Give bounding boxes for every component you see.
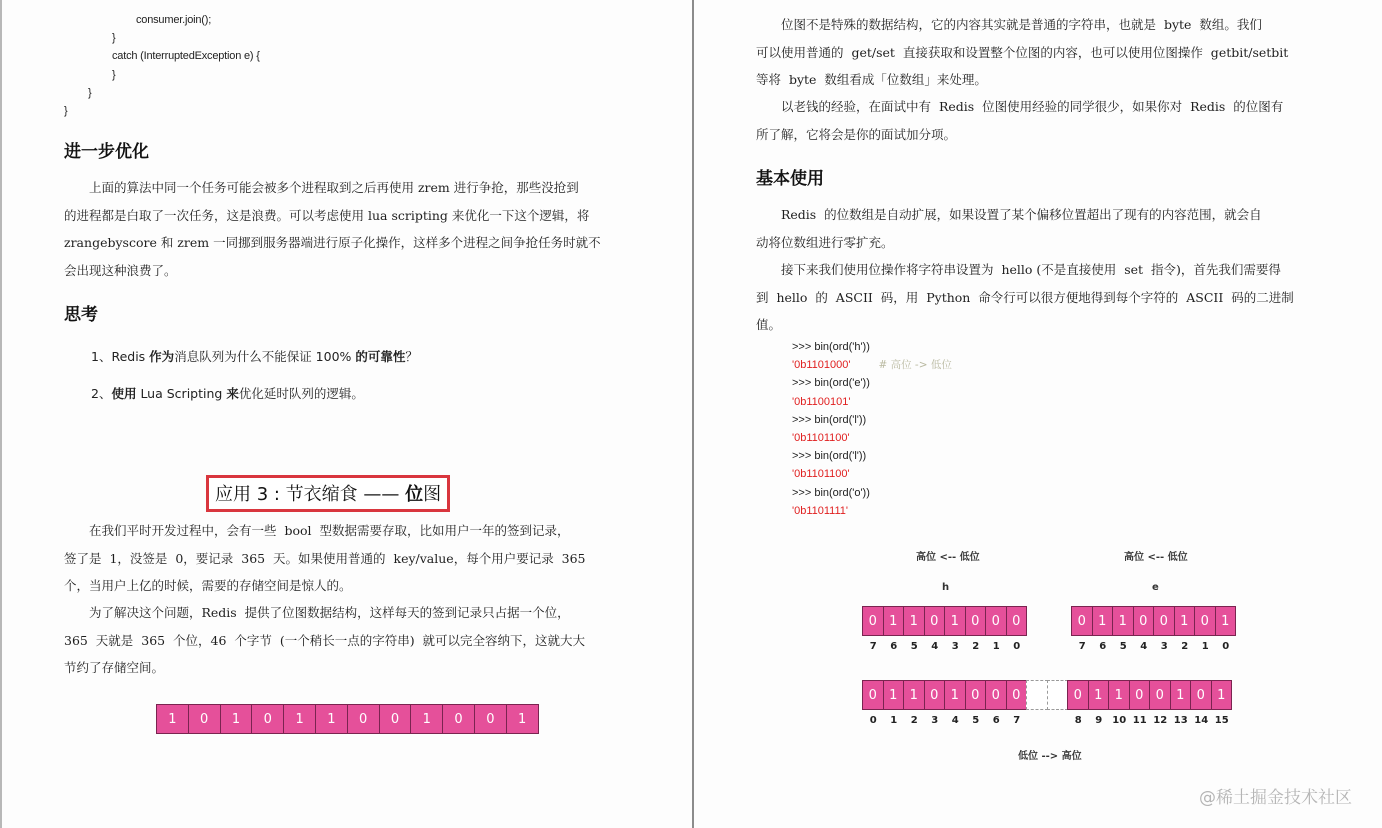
bit-cell: 1 [903,606,925,636]
bit-cell: 0 [1149,680,1171,710]
paragraph-line: Redis 的位数组是自动扩展，如果设置了某个偏移位置超出了现有的内容范围，就会自 [756,207,1262,222]
bit-index: 14 [1194,715,1209,726]
chapter-title-text: 应用 3 : 节衣缩食 —— [215,484,406,505]
bit-cell: 0 [965,606,987,636]
bit-cell: 0 [985,680,1007,710]
chapter-title [206,475,450,512]
e-bit-cells [1072,606,1236,636]
item-prefix: 1、Redis [91,349,150,364]
empty-bit-cell [1047,680,1069,710]
paragraph-bitmap-intro [64,517,639,600]
bit-cell: 1 [1112,606,1134,636]
bit-cell: 0 [188,704,221,734]
bit-cell: 0 [985,606,1007,636]
bit-index: 4 [931,641,939,652]
bit-index: 5 [910,641,918,652]
python-output-line: '0b1101000' # 高位 -> 低位 [792,359,952,372]
bit-cell: 1 [944,606,966,636]
code-line: catch (InterruptedException e) { [112,50,260,63]
bit-cell: 1 [506,704,539,734]
bit-index: 7 [1013,715,1021,726]
paragraph-bitmap-solution [64,599,639,682]
bit-index: 3 [1160,641,1168,652]
bit-strip [157,704,539,734]
bit-cell: 0 [474,704,507,734]
bit-index: 0 [1222,641,1230,652]
paragraph-line: 的进程都是白取了一次任务，这是浪费。可以考虑使用 lua scripting 来优化一下这个逻辑，将 [64,207,590,223]
item-prefix: 2、 [91,386,112,401]
index-spacer [1048,715,1069,726]
bit-index: 13 [1173,715,1188,726]
paragraph-line: 在我们平时开发过程中，会有一些 bool 型数据需要存取，比如用户一年的签到记录， [64,523,570,538]
bit-cell: 0 [1129,680,1151,710]
bit-index: 8 [1074,715,1082,726]
h-bit-indices [863,641,1027,652]
bit-cell: 0 [1133,606,1155,636]
bit-index: 4 [1140,641,1148,652]
h-bit-cells [863,606,1027,636]
paragraph-line: 动将位数组进行零扩充。 [756,234,894,250]
bit-cell: 1 [944,680,966,710]
h-direction-label: 高位 <-- 低位 [916,552,980,563]
bit-index: 2 [910,715,918,726]
paragraph-optimization [64,174,639,284]
item-bold: 的可靠性 [355,349,406,364]
bit-index: 11 [1132,715,1147,726]
bit-cell: 1 [220,704,253,734]
bit-index: 7 [869,641,877,652]
paragraph-line: 365 天就是 365 个位，46 个字节 (一个稍长一点的字符串) 就可以完全容纳下，这就大大 [64,632,586,648]
python-output-line: '0b1101111' [792,504,848,517]
python-output-line: '0b1100101' [792,395,851,408]
paragraph-bitmap-structure [756,11,1331,94]
paragraph-line: zrangebyscore 和 zrem 一同挪到服务器端进行原子化操作，这样多个进程之间争抢任务时就不 [64,235,601,250]
e-bit-indices [1072,641,1236,652]
think-item-2 [91,384,364,402]
bit-cell: 0 [442,704,475,734]
paragraph-interview-tip [756,93,1331,148]
python-session [792,338,952,520]
chapter-title-text: 图 [423,484,442,505]
bit-cell: 0 [1190,680,1212,710]
bit-index: 12 [1153,715,1168,726]
item-text: 消息队列为什么不能保证 100% [174,349,356,364]
bit-index: 5 [1119,641,1127,652]
item-bold: 使用 [111,386,137,401]
python-output-line: '0b1101100' [792,468,850,481]
bit-cell: 0 [862,680,884,710]
chapter-title-bold: 位 [405,484,424,505]
bit-cell: 1 [1108,680,1130,710]
paragraph-line: 个，当用户上亿的时候，需要的存储空间是惊人的。 [64,578,352,593]
e-char-label: e [1152,582,1159,593]
bit-index: 7 [1078,641,1086,652]
bit-index: 1 [992,641,1000,652]
paragraph-line: 位图不是特殊的数据结构，它的内容其实就是普通的字符串，也就是 byte 数组。我们 [756,17,1262,32]
paragraph-line: 会出现这种浪费了。 [64,262,177,278]
bit-cell: 1 [1211,680,1233,710]
bit-cell: 1 [1092,606,1114,636]
paragraph-line: 到 hello 的 ASCII 码，用 Python 命令行可以很方便地得到每个字符的 ASCII 码的二进制 [756,289,1294,305]
bit-cell: 1 [315,704,348,734]
bit-cell: 1 [883,680,905,710]
index-spacer [1027,715,1048,726]
bit-cell: 0 [1006,680,1028,710]
bit-cell: 1 [903,680,925,710]
bit-index: 10 [1112,715,1127,726]
python-output-line: '0b1101100' [792,432,850,445]
item-text: Lua Scripting [136,386,227,401]
bit-cell: 1 [283,704,316,734]
bit-index: 6 [1099,641,1107,652]
bit-index: 3 [931,715,939,726]
bit-index: 6 [992,715,1000,726]
empty-bit-cell [1026,680,1048,710]
paragraph-hello-ascii [756,256,1331,339]
bit-index: 0 [869,715,877,726]
python-prompt-line: >>> bin(ord('l')) [792,413,867,426]
bit-cell: 0 [347,704,380,734]
python-prompt-line: >>> bin(ord('o')) [792,486,870,499]
item-bold: 作为 [149,349,175,364]
code-line: } [88,86,92,99]
bit-cell: 0 [379,704,412,734]
python-prompt-line: >>> bin(ord('h')) [792,341,870,353]
bit-cell: 0 [251,704,284,734]
paragraph-line: 值。 [756,317,782,332]
item-suffix: 优化延时队列的逻辑。 [238,386,364,401]
combined-bit-indices [863,715,1232,726]
think-item-1 [91,347,418,365]
paragraph-line: 接下来我们使用位操作将字符串设置为 hello (不是直接使用 set 指令)，首先我们需要得 [756,262,1281,277]
bit-cell: 0 [862,606,884,636]
paragraph-line: 签了是 1，没签是 0，要记录 365 天。如果使用普通的 key/value，每个用户要记录 365 [64,550,586,566]
h-char-label: h [942,582,950,593]
bit-cell: 1 [883,606,905,636]
bit-index: 2 [972,641,980,652]
bit-index: 0 [1013,641,1021,652]
bit-index: 5 [972,715,980,726]
combined-direction-label: 低位 --> 高位 [1018,751,1082,762]
bit-index: 6 [890,641,898,652]
bit-cell: 1 [1170,680,1192,710]
bit-cell: 0 [1194,606,1216,636]
code-line: } [112,68,116,81]
bit-index: 2 [1181,641,1189,652]
code-line: consumer.join(); [136,14,212,26]
bit-cell: 0 [924,606,946,636]
watermark: @稀土掘金技术社区 [1199,788,1352,808]
heading-further-optimization: 进一步优化 [64,142,149,162]
paragraph-line: 所了解，它将会是你的面试加分项。 [756,126,957,142]
bit-cell: 0 [1067,680,1089,710]
bit-cell: 1 [1088,680,1110,710]
bit-cell: 0 [1071,606,1093,636]
paragraph-auto-expand [756,201,1331,256]
e-direction-label: 高位 <-- 低位 [1124,552,1188,563]
bit-cell: 0 [965,680,987,710]
bit-cell: 0 [924,680,946,710]
item-bold: 来 [226,386,239,401]
bit-index: 3 [951,641,959,652]
code-line: } [64,105,68,117]
paragraph-line: 节约了存储空间。 [64,660,165,675]
heading-basic-usage: 基本使用 [756,169,824,189]
bit-index: 1 [1201,641,1209,652]
bit-index: 9 [1095,715,1103,726]
bit-cell: 0 [1153,606,1175,636]
bit-index: 15 [1214,715,1229,726]
bit-cell: 0 [1006,606,1028,636]
paragraph-line: 等将 byte 数组看成「位数组」来处理。 [756,72,987,87]
bit-cell: 1 [410,704,443,734]
paragraph-line: 可以使用普通的 get/set 直接获取和设置整个位图的内容，也可以使用位图操作 getbit/setbit [756,44,1289,60]
python-prompt-line: >>> bin(ord('e')) [792,377,870,390]
bit-index: 1 [890,715,898,726]
paragraph-line: 为了解决这个问题，Redis 提供了位图数据结构，这样每天的签到记录只占据一个位， [64,605,570,620]
python-prompt-line: >>> bin(ord('l')) [792,450,867,463]
paragraph-line: 以老钱的经验，在面试中有 Redis 位图使用经验的同学很少，如果你对 Redis 的位图有 [756,99,1284,114]
paragraph-line: 上面的算法中同一个任务可能会被多个进程取到之后再使用 zrem 进行争抢，那些没抢到 [64,180,579,195]
code-line: } [112,32,116,45]
bit-cell: 1 [156,704,189,734]
python-comment: # 高位 -> 低位 [878,359,952,372]
bit-cell: 1 [1174,606,1196,636]
heading-think: 思考 [64,305,98,325]
item-suffix: ？ [405,349,418,364]
bit-index: 4 [951,715,959,726]
bit-cell: 1 [1215,606,1237,636]
combined-bit-cells [863,680,1232,710]
